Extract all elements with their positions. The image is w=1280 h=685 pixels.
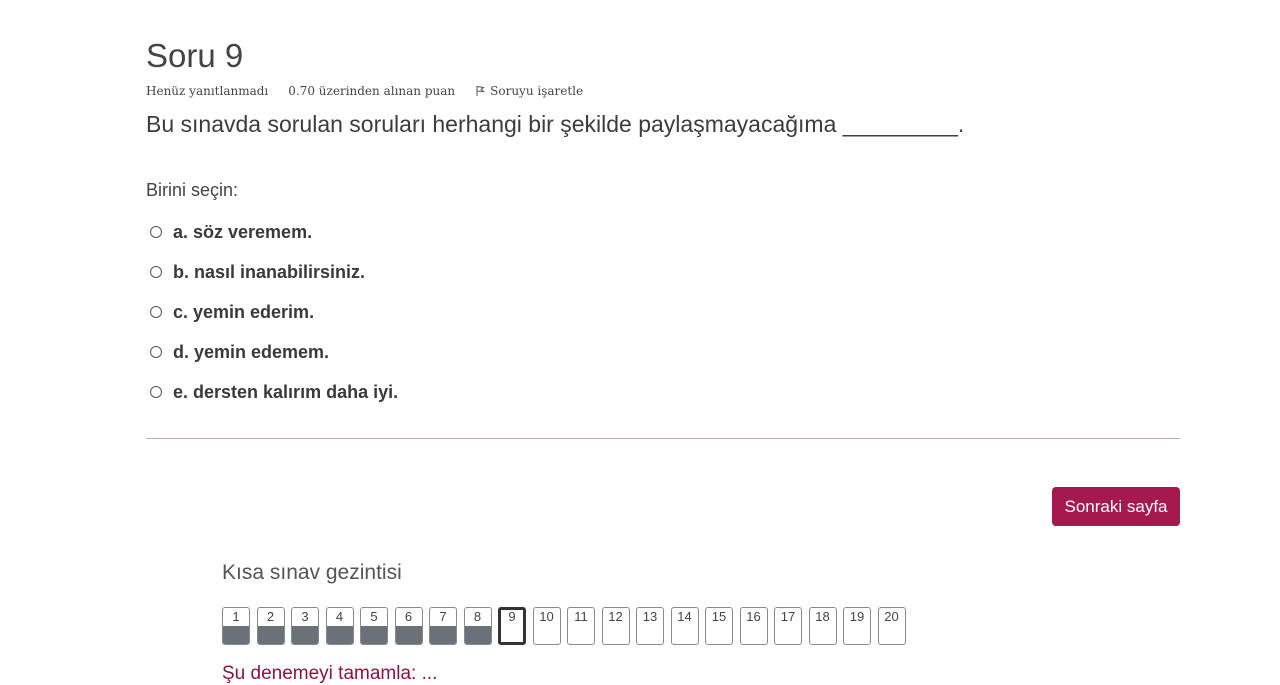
nav-question-number: 12 <box>608 609 623 624</box>
answer-prompt: Birini seçin: <box>146 180 239 200</box>
nav-question-button[interactable] <box>395 607 423 645</box>
answered-indicator <box>465 626 491 644</box>
nav-question-button[interactable] <box>671 607 699 645</box>
answer-option-d[interactable] <box>150 332 398 372</box>
nav-question-number: 1 <box>232 609 240 624</box>
answer-option-c[interactable] <box>150 292 398 332</box>
nav-question-button[interactable] <box>326 607 354 645</box>
nav-question-number: 7 <box>439 609 447 624</box>
radio-button[interactable] <box>150 226 162 238</box>
nav-question-button[interactable] <box>809 607 837 645</box>
nav-question-button[interactable] <box>636 607 664 645</box>
question-status: Henüz yanıtlanmadı <box>146 84 269 98</box>
nav-question-number: 3 <box>301 609 309 624</box>
nav-question-number: 20 <box>884 609 899 624</box>
nav-question-button[interactable] <box>602 607 630 645</box>
answer-list <box>150 212 398 412</box>
answer-label: d. yemin edemem. <box>173 341 330 362</box>
nav-question-button[interactable] <box>843 607 871 645</box>
question-text: Bu sınavda sorulan soruları herhangi bir şekilde paylaşmayacağıma _________. <box>146 111 965 137</box>
answered-indicator <box>223 626 249 644</box>
answered-indicator <box>430 626 456 644</box>
nav-question-number: 19 <box>849 609 865 624</box>
nav-question-number: 14 <box>677 609 692 624</box>
answer-label: a. söz veremem. <box>173 221 313 242</box>
answer-option-b[interactable] <box>150 252 398 292</box>
flag-question-label: Soruyu işaretle <box>490 84 584 98</box>
nav-question-number: 4 <box>335 609 344 624</box>
question-title: Soru 9 <box>146 37 244 74</box>
divider <box>146 438 1180 439</box>
radio-button[interactable] <box>150 386 162 398</box>
radio-button[interactable] <box>150 346 162 358</box>
radio-button[interactable] <box>150 306 162 318</box>
next-page-button[interactable]: Sonraki sayfa <box>1052 487 1180 526</box>
finish-attempt-link[interactable]: Şu denemeyi tamamla: ... <box>222 663 438 684</box>
nav-question-button[interactable] <box>360 607 388 645</box>
question-points: 0.70 üzerinden alınan puan <box>288 84 456 98</box>
nav-question-number: 11 <box>574 609 588 624</box>
answer-label: c. yemin ederim. <box>173 301 315 322</box>
nav-question-button[interactable] <box>429 607 457 645</box>
nav-question-button[interactable] <box>464 607 492 645</box>
nav-question-number: 13 <box>642 609 658 624</box>
nav-question-button[interactable] <box>533 607 561 645</box>
nav-question-number: 5 <box>370 609 378 624</box>
question-info <box>146 84 603 98</box>
answered-indicator <box>292 626 318 644</box>
answered-indicator <box>396 626 422 644</box>
quiz-navigation-title: Kısa sınav gezintisi <box>222 561 402 584</box>
nav-question-number: 15 <box>711 609 727 624</box>
answer-option-a[interactable] <box>150 212 398 252</box>
nav-question-button[interactable] <box>498 607 526 645</box>
nav-question-number: 16 <box>746 609 761 624</box>
nav-question-number: 9 <box>508 609 516 624</box>
nav-question-button[interactable] <box>774 607 802 645</box>
flag-icon <box>475 85 485 97</box>
nav-question-button[interactable] <box>740 607 768 645</box>
answer-label: b. nasıl inanabilirsiniz. <box>173 261 366 282</box>
nav-question-number: 8 <box>473 609 482 624</box>
quiz-navigation-buttons <box>222 607 912 645</box>
answer-option-e[interactable] <box>150 372 398 412</box>
nav-question-number: 2 <box>266 609 275 624</box>
nav-question-button[interactable] <box>705 607 733 645</box>
nav-question-button[interactable] <box>567 607 595 645</box>
nav-question-button[interactable] <box>222 607 250 645</box>
nav-question-button[interactable] <box>257 607 285 645</box>
nav-question-number: 18 <box>815 609 830 624</box>
answered-indicator <box>258 626 284 644</box>
answered-indicator <box>361 626 387 644</box>
radio-button[interactable] <box>150 266 162 278</box>
answered-indicator <box>327 626 353 644</box>
nav-question-number: 10 <box>539 609 554 624</box>
nav-question-button[interactable] <box>291 607 319 645</box>
nav-question-button[interactable] <box>878 607 906 645</box>
nav-question-number: 6 <box>404 609 413 624</box>
nav-question-number: 17 <box>780 609 796 624</box>
flag-question-link[interactable] <box>475 84 603 98</box>
answer-label: e. dersten kalırım daha iyi. <box>173 381 399 402</box>
